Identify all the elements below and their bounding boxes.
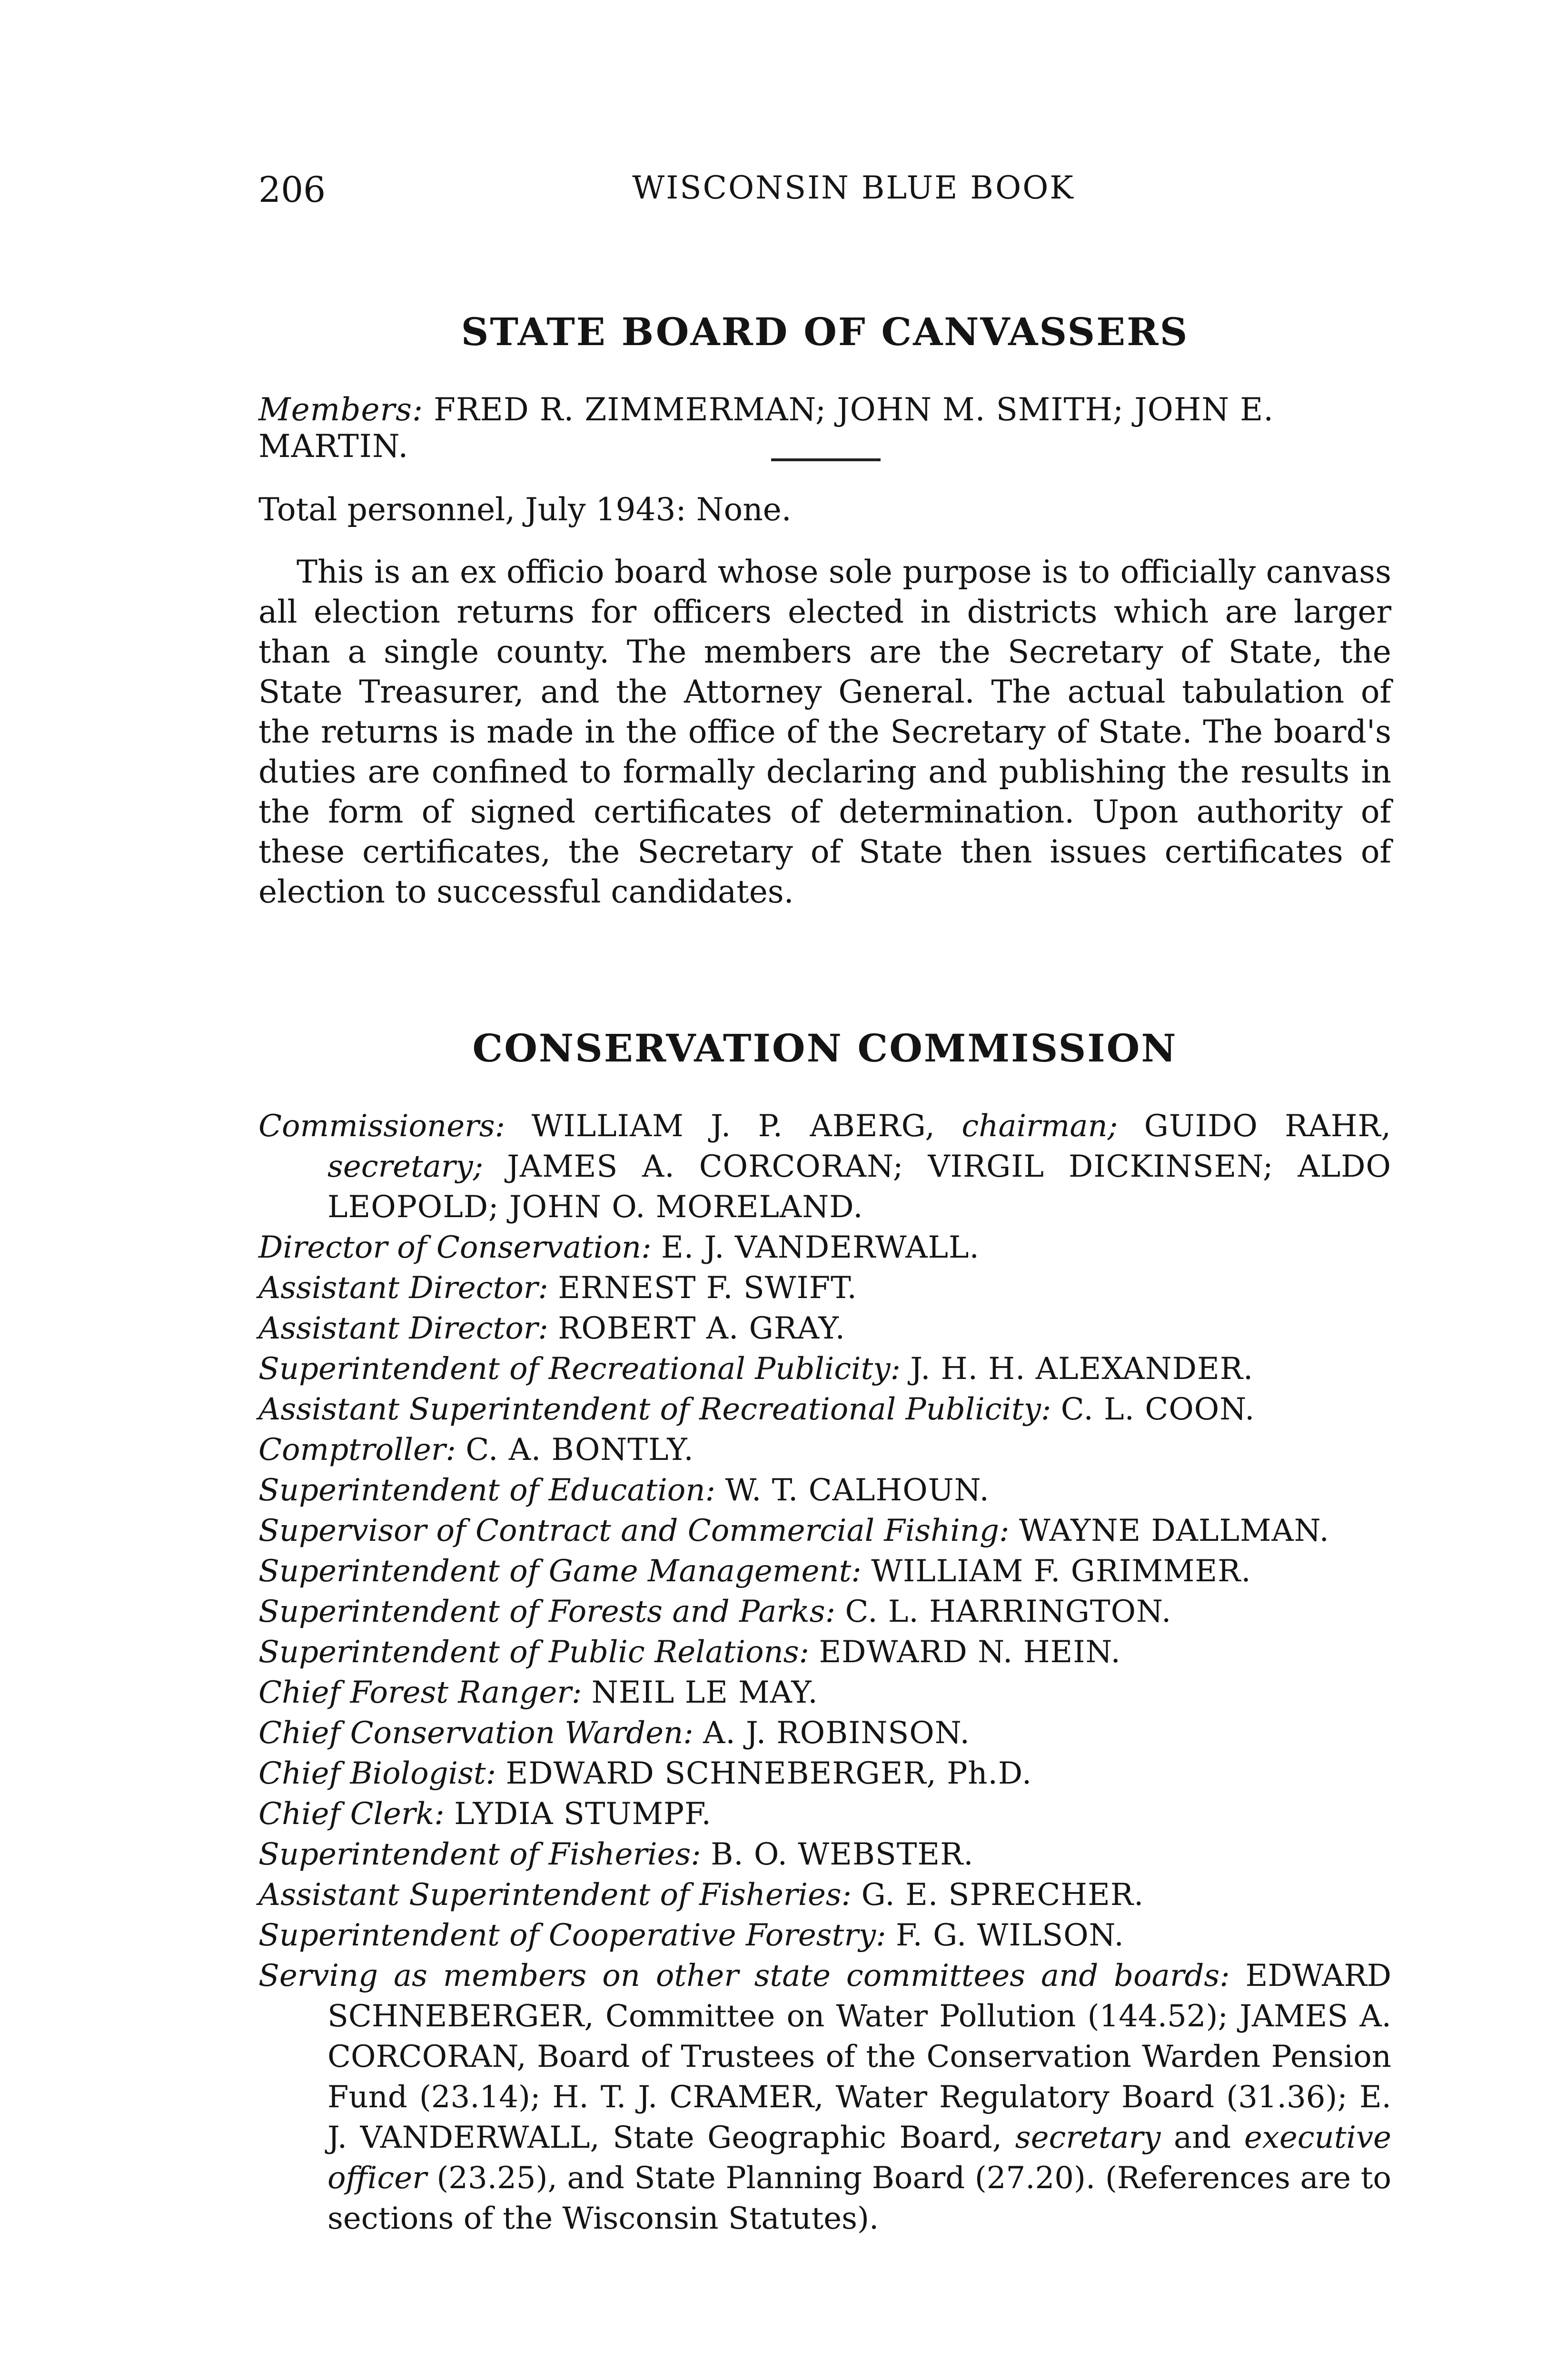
staff-entry — [258, 1915, 1391, 1956]
staff-name: WAYNE DALLMAN. — [1019, 1513, 1329, 1548]
serving-entry — [258, 1956, 1391, 2239]
staff-name: ROBERT A. GRAY. — [558, 1311, 845, 1346]
staff-name: C. L. COON. — [1060, 1392, 1255, 1427]
staff-title: Chief Forest Ranger: — [258, 1675, 582, 1710]
serving-text-2: (23.25), and State Planning Board (27.20). (References are to sections of the Wisconsin Statutes). — [327, 2161, 1391, 2236]
page-header — [258, 169, 1391, 217]
staff-title: Chief Biologist: — [258, 1756, 496, 1791]
staff-title: Superintendent of Public Relations: — [258, 1635, 810, 1670]
staff-entry — [258, 1754, 1391, 1794]
staff-title: Superintendent of Fisheries: — [258, 1837, 701, 1872]
staff-name: F. G. WILSON. — [896, 1918, 1124, 1953]
staff-name: C. L. HARRINGTON. — [845, 1594, 1172, 1629]
section-title-canvassers: STATE BOARD OF CANVASSERS — [461, 309, 1189, 354]
staff-entry — [258, 1349, 1391, 1389]
commissioners-entry — [258, 1106, 1391, 1228]
staff-title: Superintendent of Game Management: — [258, 1554, 862, 1589]
staff-entry — [258, 1551, 1391, 1592]
serving-secretary: secretary — [1015, 2120, 1161, 2155]
serving-text-1: EDWARD SCHNEBERGER, Committee on Water Pollution (144.52); JAMES A. CORCORAN, Board of Trustees of the Conservation Warden Pension Fund (23.14); H. T. J. CRAMER, Water Regulatory Board (31.36); E. J. VANDERWALL, State Geographic Board, — [327, 1958, 1392, 2155]
members-names: FRED R. ZIMMERMAN; JOHN M. SMITH; JOHN E. MARTIN. — [258, 391, 1274, 465]
staff-name: W. T. CALHOUN. — [725, 1473, 990, 1508]
staff-name: J. H. H. ALEXANDER. — [910, 1351, 1254, 1387]
staff-title: Director of Conservation: — [258, 1230, 652, 1265]
staff-name: C. A. BONTLY. — [466, 1432, 694, 1468]
staff-entry — [258, 1592, 1391, 1632]
staff-entry — [258, 1835, 1391, 1875]
staff-entry — [258, 1228, 1391, 1268]
staff-title: Assistant Superintendent of Recreational Publicity: — [258, 1392, 1051, 1427]
staff-name: WILLIAM F. GRIMMER. — [871, 1554, 1251, 1589]
members-label: Members: — [258, 391, 424, 428]
staff-name: EDWARD SCHNEBERGER, Ph.D. — [505, 1756, 1032, 1791]
staff-name: EDWARD N. HEIN. — [819, 1635, 1121, 1670]
serving-label: Serving as members on other state committees and boards: — [258, 1958, 1230, 1993]
staff-title: Assistant Superintendent of Fisheries: — [258, 1877, 852, 1913]
staff-title: Assistant Director: — [258, 1270, 548, 1306]
staff-entry — [258, 1470, 1391, 1511]
staff-title: Supervisor of Contract and Commercial Fishing: — [258, 1513, 1010, 1548]
staff-title: Superintendent of Cooperative Forestry: — [258, 1918, 886, 1953]
staff-title: Superintendent of Education: — [258, 1473, 716, 1508]
staff-title: Superintendent of Forests and Parks: — [258, 1594, 836, 1629]
staff-entry — [258, 1632, 1391, 1673]
staff-name: G. E. SPRECHER. — [861, 1877, 1144, 1913]
staff-name: A. J. ROBINSON. — [703, 1716, 970, 1751]
personnel-line: Total personnel, July 1943: None. — [258, 491, 792, 528]
commission-roster — [258, 1106, 1391, 2239]
staff-entry — [258, 1713, 1391, 1754]
staff-name: B. O. WEBSTER. — [711, 1837, 974, 1872]
board-members — [258, 391, 1391, 465]
staff-entry — [258, 1430, 1391, 1470]
role-secretary: secretary; — [327, 1149, 484, 1184]
commissioner-rahr: GUIDO RAHR, — [1144, 1109, 1392, 1144]
staff-entry — [258, 1268, 1391, 1309]
commissioner-aberg: WILLIAM J. P. ABERG, — [531, 1109, 935, 1144]
staff-entry — [258, 1875, 1391, 1915]
serving-and: and — [1173, 2120, 1231, 2155]
staff-title: Chief Clerk: — [258, 1796, 445, 1832]
section-title-conservation: CONSERVATION COMMISSION — [472, 1026, 1178, 1071]
staff-name: LYDIA STUMPF. — [454, 1796, 712, 1832]
section-divider — [771, 458, 881, 461]
page-number: 206 — [258, 169, 326, 210]
staff-title: Superintendent of Recreational Publicity: — [258, 1351, 901, 1387]
staff-name: ERNEST F. SWIFT. — [558, 1270, 857, 1306]
serving-executive-officer: executive officer — [327, 2120, 1392, 2196]
staff-title: Chief Conservation Warden: — [258, 1716, 694, 1751]
staff-name: NEIL LE MAY. — [591, 1675, 818, 1710]
staff-entry — [258, 1389, 1391, 1430]
role-chairman: chairman; — [961, 1109, 1118, 1144]
board-description: This is an ex officio board whose sole purpose is to officially canvass all election returns for officers elected in districts which are larger than a single county. The members are the Secretary of State, the State Treasurer, and the Attorney General. The actual tabulation of the returns is made in the office of the Secretary of State. The board's duties are confined to formally declaring and publishing the results in the form of signed certificates of determination. Upon authority of these certificates, the Secretary of State then issues certificates of election to successful candidates. — [258, 554, 1391, 910]
staff-title: Assistant Director: — [258, 1311, 548, 1346]
staff-entry — [258, 1673, 1391, 1713]
commissioners-others: JAMES A. CORCORAN; VIRGIL DICKINSEN; ALDO LEOPOLD; JOHN O. MORELAND. — [327, 1149, 1391, 1225]
staff-entry — [258, 1511, 1391, 1551]
staff-title: Comptroller: — [258, 1432, 456, 1468]
staff-name: E. J. VANDERWALL. — [661, 1230, 980, 1265]
running-head: WISCONSIN BLUE BOOK — [632, 169, 1075, 206]
staff-entry — [258, 1309, 1391, 1349]
staff-entry — [258, 1794, 1391, 1835]
commissioners-label: Commissioners: — [258, 1109, 505, 1144]
